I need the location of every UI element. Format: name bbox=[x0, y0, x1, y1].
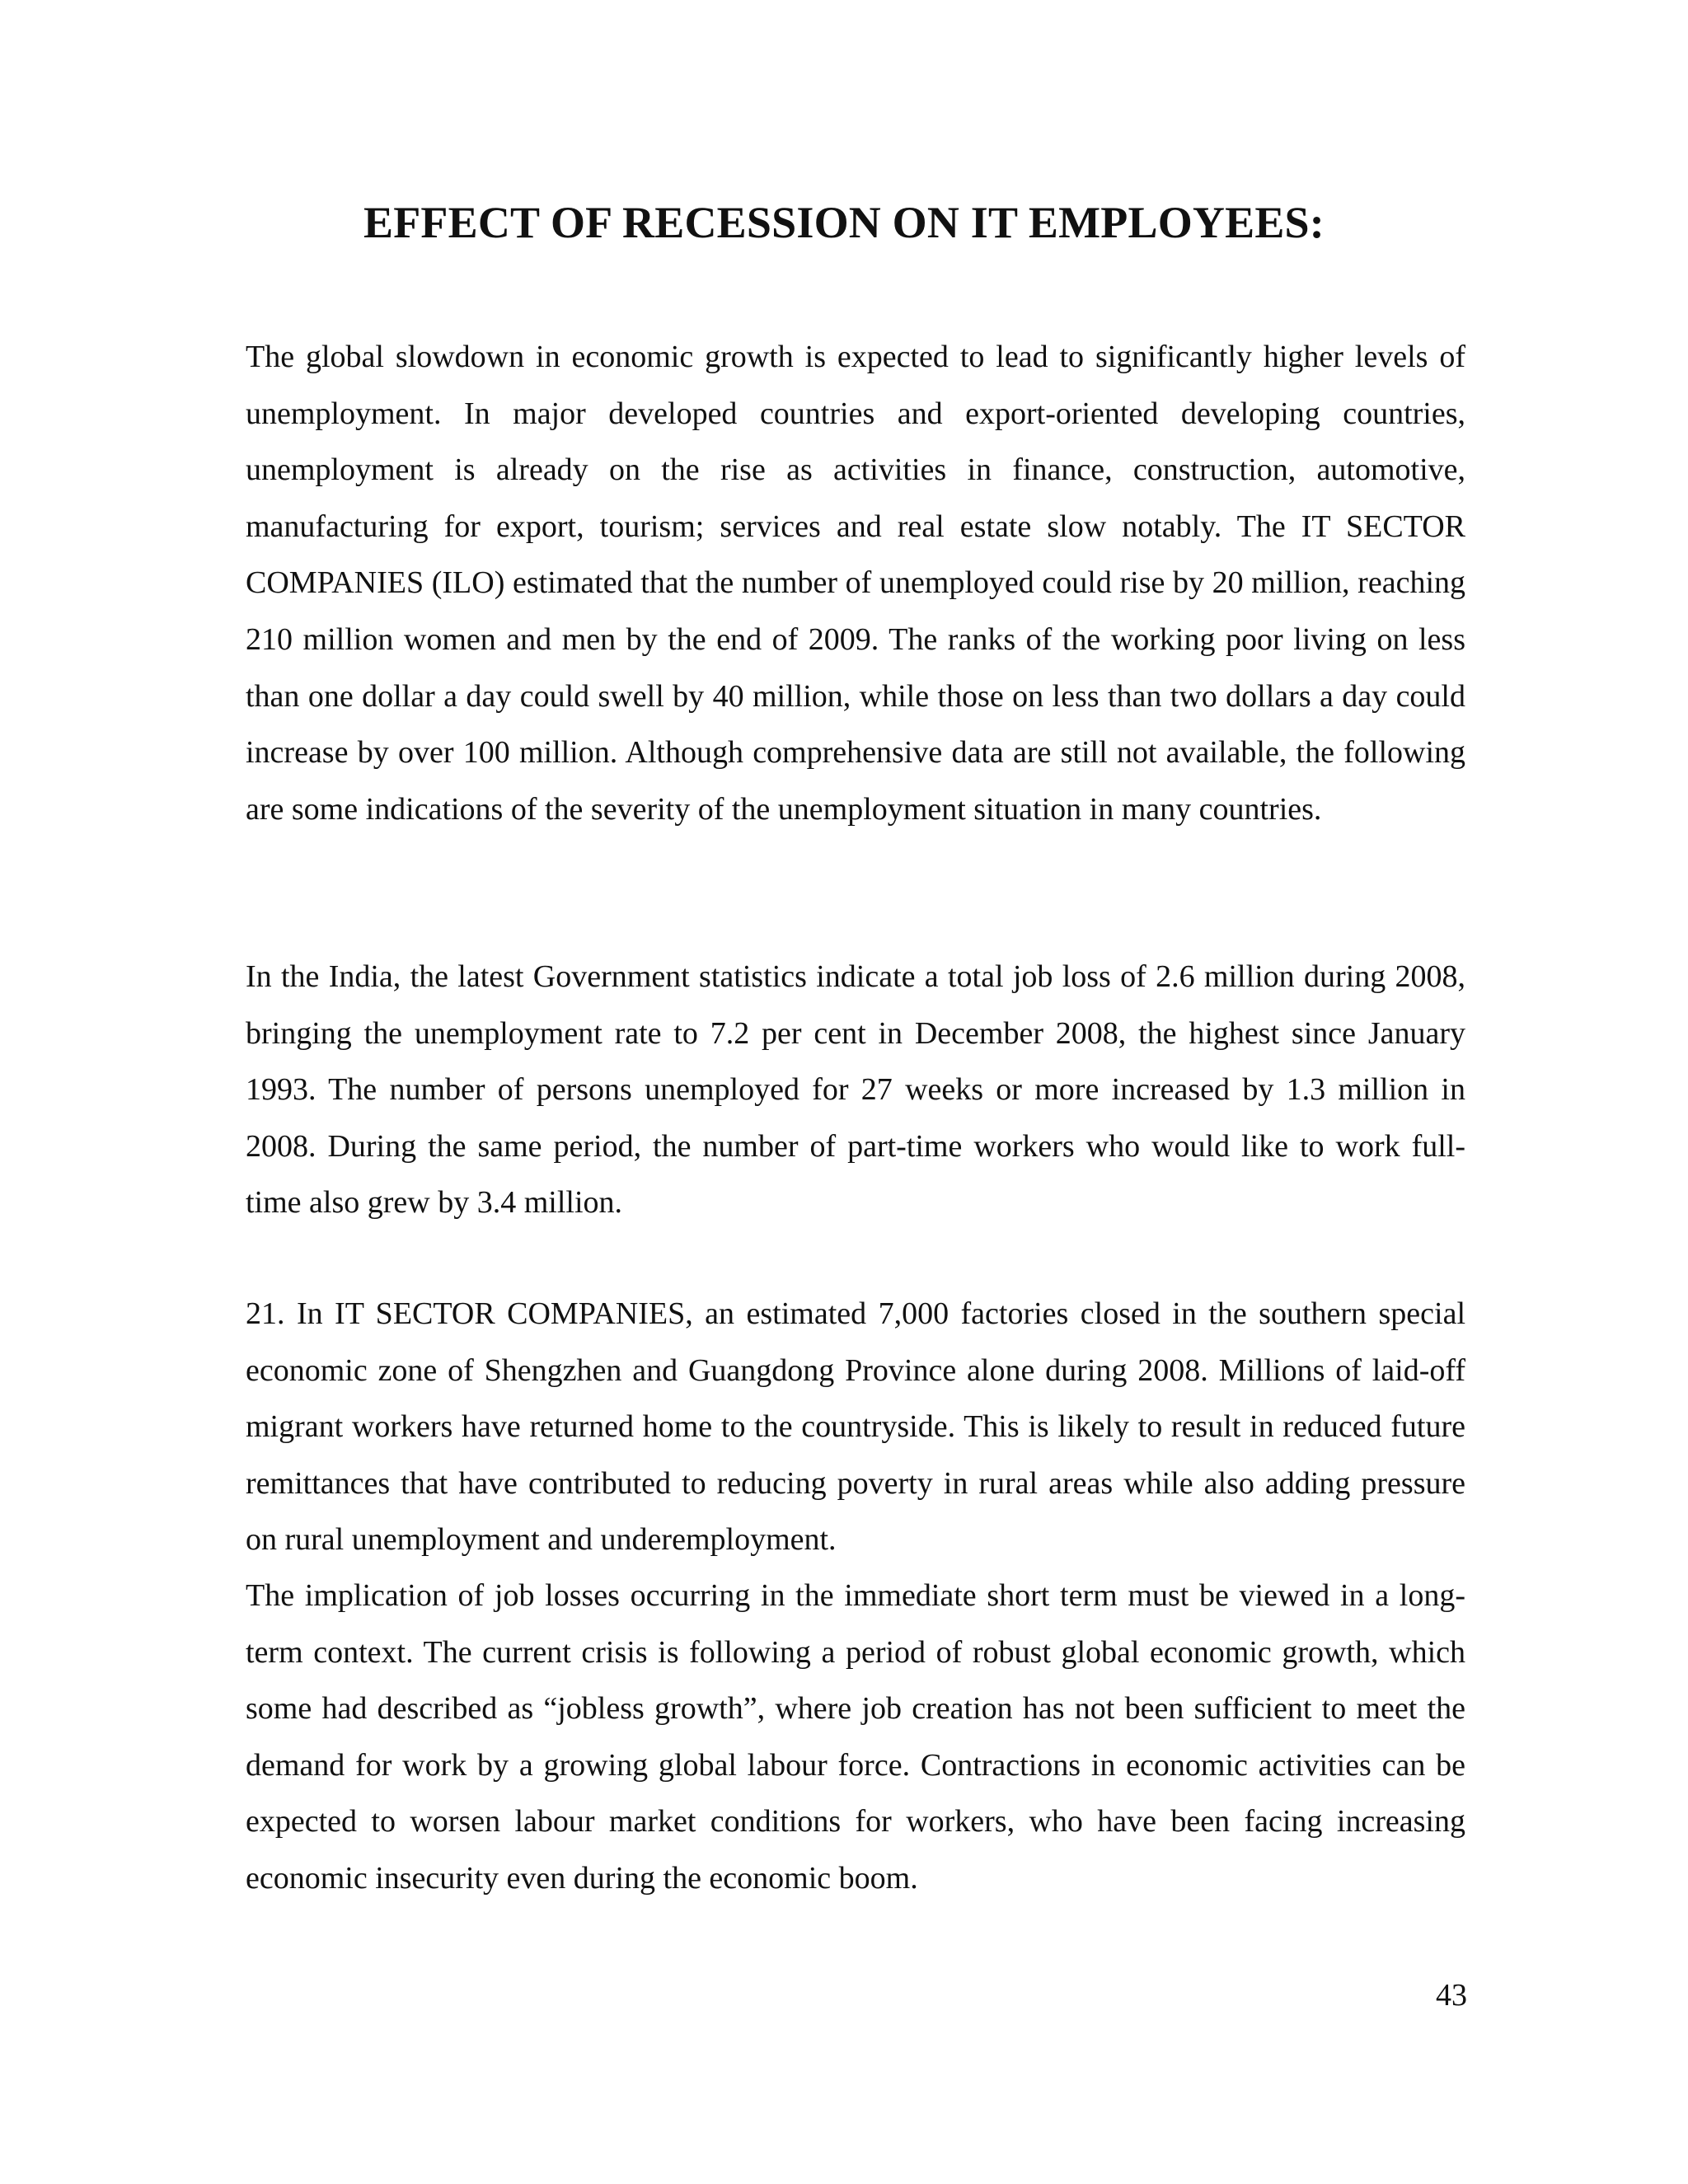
paragraph-india-statistics: In the India, the latest Government statistics indicate a total job loss of 2.6 million during 2008, bringing the unemployment rate to 7.2 per cent in December 2008, the highest since January 1993. The number of persons unemployed for 27 weeks or more increased by 1.3 million in 2008. During the same period, the number of part-time workers who would like to work full-time also grew by 3.4 million. bbox=[246, 959, 1465, 1221]
page-number: 43 bbox=[1436, 1978, 1467, 2013]
page-title: EFFECT OF RECESSION ON IT EMPLOYEES: bbox=[363, 198, 1325, 247]
paragraph-long-term-context: The implication of job losses occurring in the immediate short term must be viewed in a long-term context. The current crisis is following a period of robust global economic growth, which some had described as “jobless growth”, where job creation has not been sufficient to meet the demand for work by a growing global labour force. Contractions in economic activities can be expected to worsen labour market conditions for workers, who have been facing increasing economic insecurity even during the economic boom. bbox=[246, 1578, 1465, 1896]
paragraph-factory-closures: 21. In IT SECTOR COMPANIES, an estimated 7,000 factories closed in the southern special economic zone of Shengzhen and Guangdong Province alone during 2008. Millions of laid-off migrant workers have returned home to the countryside. This is likely to result in reduced future remittances that have contributed to reducing poverty in rural areas while also adding pressure on rural unemployment and underemployment. bbox=[246, 1296, 1465, 1558]
paragraph-global-slowdown: The global slowdown in economic growth is expected to lead to significantly higher levels of unemployment. In major developed countries and export-oriented developing countries, unemployment is already on the rise as activities in finance, construction, automotive, manufacturing for export, tourism; services and real estate slow notably. The IT SECTOR COMPANIES (ILO) estimated that the number of unemployed could rise by 20 million, reaching 210 million women and men by the end of 2009. The ranks of the working poor living on less than one dollar a day could swell by 40 million, while those on less than two dollars a day could increase by over 100 million. Although comprehensive data are still not available, the following are some indications of the severity of the unemployment situation in many countries. bbox=[246, 340, 1465, 827]
